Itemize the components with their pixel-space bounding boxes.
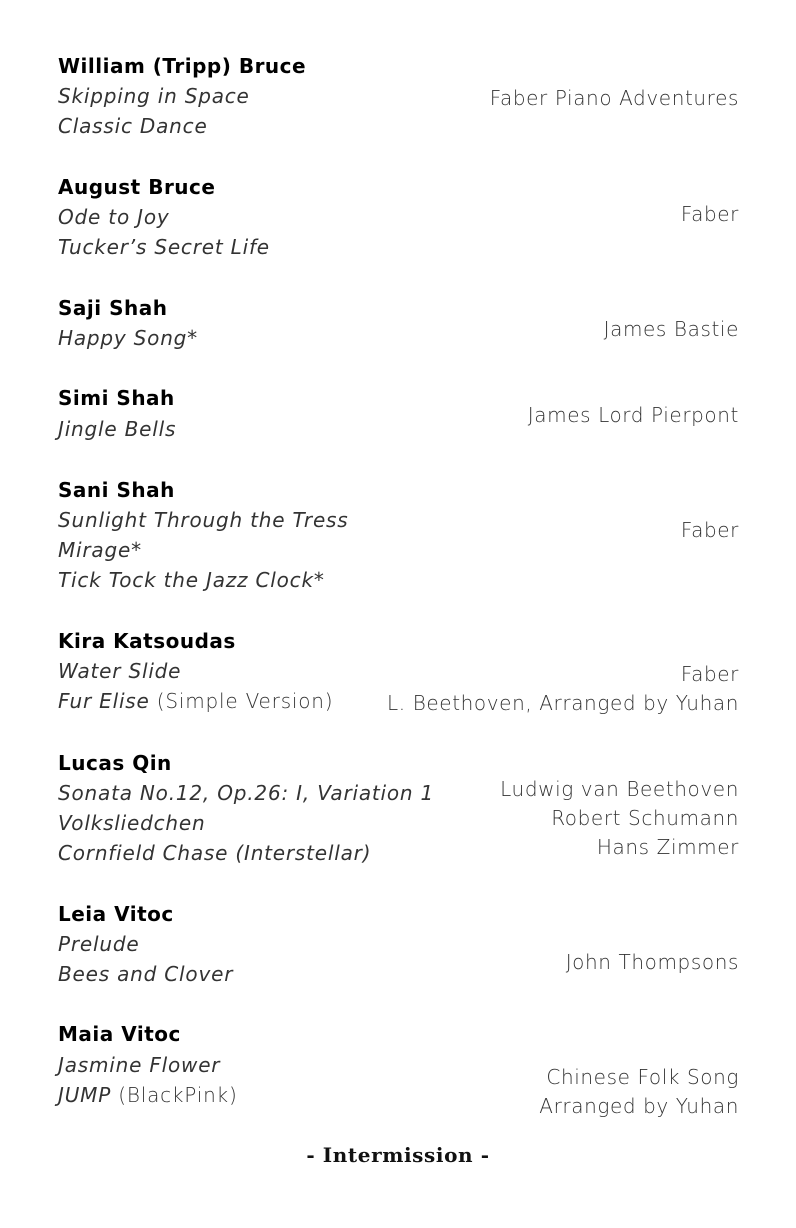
piece-title: Jasmine Flower xyxy=(58,1053,221,1077)
composer-name: L. Beethoven, Arranged by Yuhan xyxy=(387,691,739,715)
performer-name: August Bruce xyxy=(58,175,216,199)
piece-title: Skipping in Space xyxy=(58,84,250,108)
performer-name: Leia Vitoc xyxy=(58,902,174,926)
performer-name: William (Tripp) Bruce xyxy=(58,54,307,78)
piece-title: Happy Song* xyxy=(58,326,198,350)
piece-title: Bees and Clover xyxy=(58,962,234,986)
piece-title: Jingle Bells xyxy=(58,417,177,441)
composer-name: Faber xyxy=(680,662,739,686)
piece-title: Ode to Joy xyxy=(58,205,170,229)
piece-title: Cornfield Chase (Interstellar) xyxy=(58,841,372,865)
piece-title: Fur Elise xyxy=(58,689,150,713)
piece-title: JUMP xyxy=(58,1083,112,1107)
composer-name: Chinese Folk Song xyxy=(546,1065,739,1089)
piece-title: Sunlight Through the Tress xyxy=(58,508,349,532)
piece-title: Tick Tock the Jazz Clock* xyxy=(58,568,325,592)
piece-title: Tucker’s Secret Life xyxy=(58,235,270,259)
performer-name: Maia Vitoc xyxy=(58,1022,181,1046)
piece-entry xyxy=(58,689,333,713)
piece-title: Sonata No.12, Op.26: I, Variation 1 xyxy=(58,781,435,805)
performer-name: Simi Shah xyxy=(58,386,175,410)
composer-name: Arranged by Yuhan xyxy=(539,1094,739,1118)
performer-name: Sani Shah xyxy=(58,478,175,502)
composer-name: Faber xyxy=(680,518,739,542)
piece-title: Mirage* xyxy=(58,538,142,562)
piece-entry xyxy=(58,1083,238,1107)
piece-title: Prelude xyxy=(58,932,140,956)
composer-name: Robert Schumann xyxy=(551,806,739,830)
intermission-heading: - Intermission - xyxy=(306,1143,490,1167)
composer-name: James Lord Pierpont xyxy=(527,403,739,427)
composer-name: Faber Piano Adventures xyxy=(489,86,739,110)
composer-name: James Bastie xyxy=(603,317,739,341)
composer-name: Hans Zimmer xyxy=(596,835,739,859)
performer-name: Lucas Qin xyxy=(58,751,172,775)
piece-note: (BlackPink) xyxy=(111,1083,238,1107)
composer-name: Ludwig van Beethoven xyxy=(500,777,739,801)
composer-name: Faber xyxy=(680,202,739,226)
performer-name: Saji Shah xyxy=(58,296,168,320)
piece-title: Water Slide xyxy=(58,659,182,683)
composer-name: John Thompsons xyxy=(565,950,739,974)
piece-note: (Simple Version) xyxy=(149,689,334,713)
piece-title: Classic Dance xyxy=(58,114,208,138)
performer-name: Kira Katsoudas xyxy=(58,629,236,653)
piece-title: Volksliedchen xyxy=(58,811,206,835)
